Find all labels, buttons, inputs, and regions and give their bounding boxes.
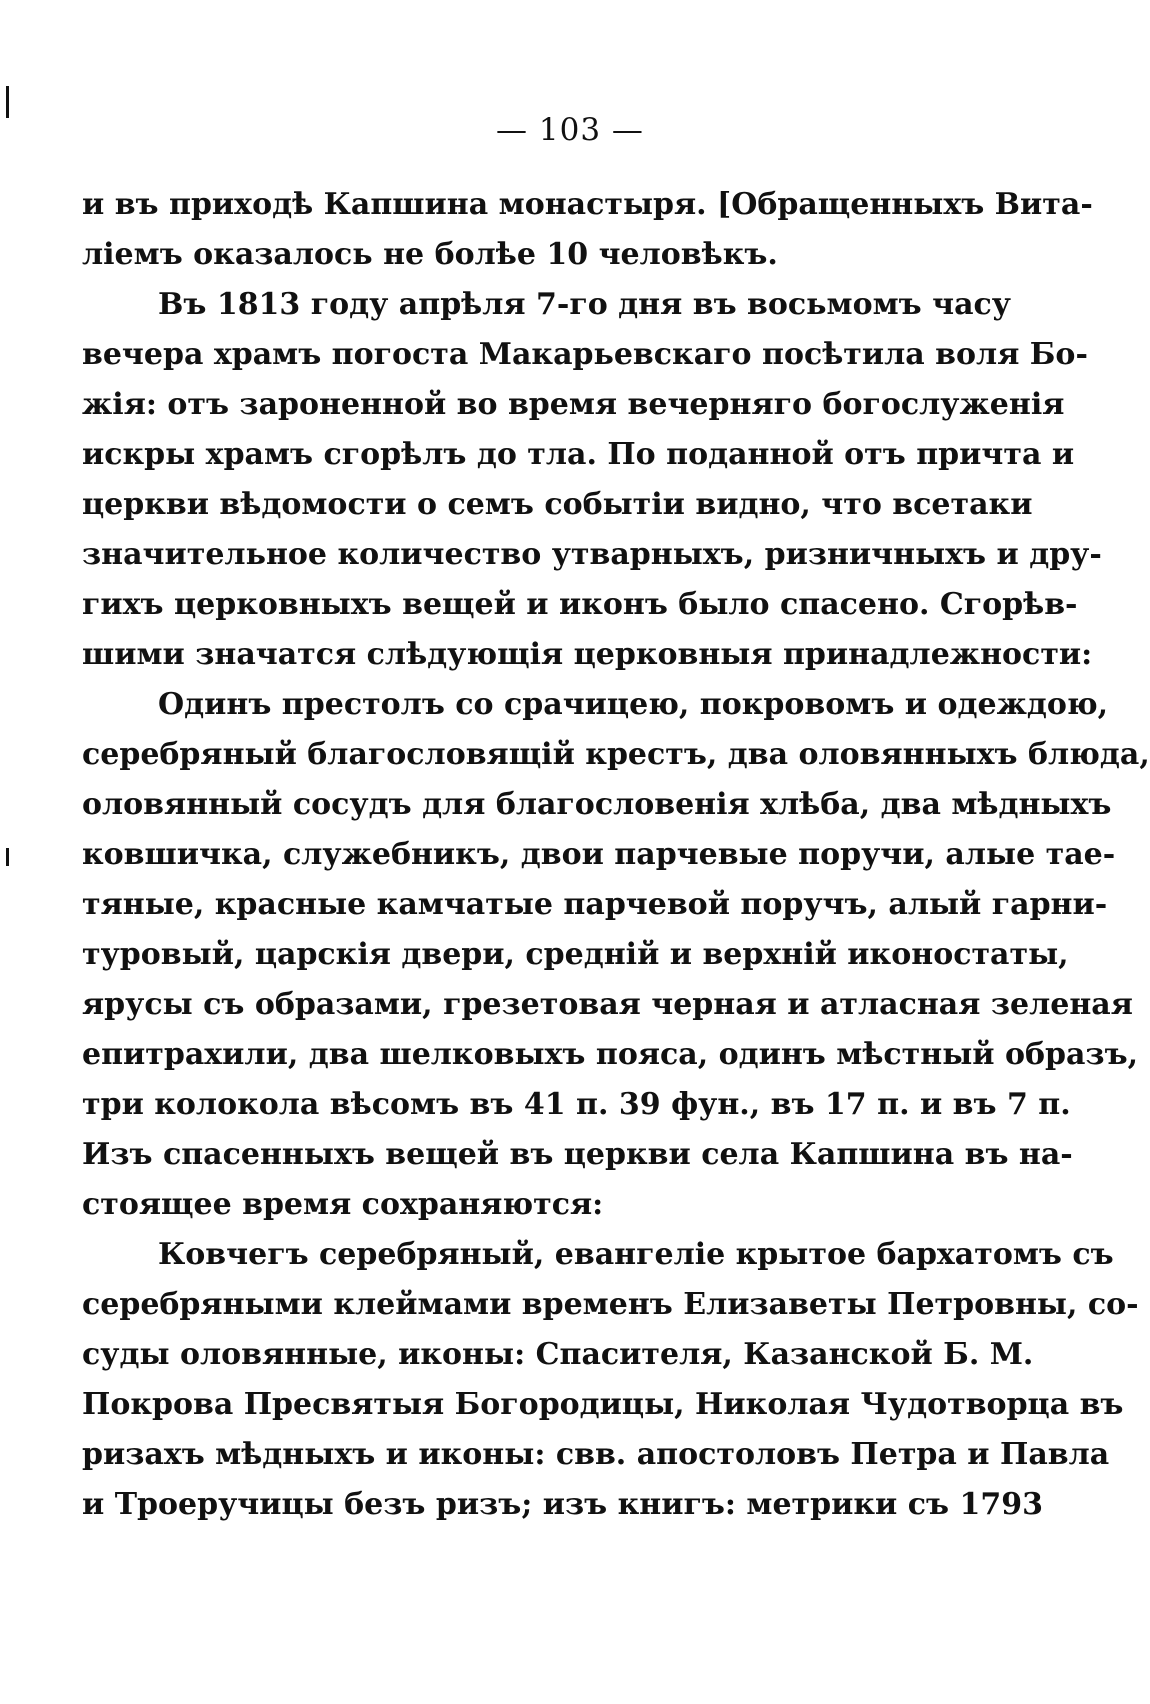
text-line: значительное количество утварныхъ, ризничныхъ и дру-	[82, 537, 1102, 572]
text-line: шими значатся слѣдующія церковныя принадлежности:	[82, 637, 1093, 672]
text-line: стоящее время сохраняются:	[82, 1187, 604, 1222]
text-line: вечера храмъ погоста Макарьевскаго посѣтила воля Бо-	[82, 337, 1088, 372]
text-line: искры храмъ сгорѣлъ до тла. По поданной отъ причта и	[82, 437, 1075, 472]
text-line: Покрова Пресвятыя Богородицы, Николая Чудотворца въ	[82, 1387, 1124, 1422]
text-line: ризахъ мѣдныхъ и иконы: свв. апостоловъ Петра и Павла	[82, 1437, 1110, 1472]
paragraph-start-line: Въ 1813 году апрѣля 7-го дня въ восьмомъ часу	[158, 287, 1011, 322]
text-line: жія: отъ зароненной во время вечерняго богослуженія	[82, 387, 1065, 422]
text-line: ковшичка, служебникъ, двои парчевые поручи, алые тае-	[82, 837, 1116, 872]
text-line: ліемъ оказалось не болѣе 10 человѣкъ.	[82, 237, 778, 272]
text-line: оловянный сосудъ для благословенія хлѣба, два мѣдныхъ	[82, 787, 1112, 822]
page-number: — 103 —	[496, 112, 644, 148]
paragraph-start-line: Одинъ престолъ со срачицею, покровомъ и одеждою,	[158, 687, 1109, 722]
text-line: серебряный благословящій крестъ, два оловянныхъ блюда,	[82, 737, 1150, 772]
text-line: ярусы съ образами, грезетовая черная и атласная зеленая	[82, 987, 1133, 1022]
text-line: суды оловянные, иконы: Спасителя, Казанской Б. М.	[82, 1337, 1034, 1372]
text-line: Изъ спасенныхъ вещей въ церкви села Капшина въ на-	[82, 1137, 1073, 1172]
text-line: тяные, красные камчатые парчевой поручъ, алый гарни-	[82, 887, 1108, 922]
text-line: серебряными клеймами временъ Елизаветы Петровны, со-	[82, 1287, 1139, 1322]
text-line: и Троеручицы безъ ризъ; изъ книгъ: метрики съ 1793	[82, 1487, 1043, 1522]
paragraph-start-line: Ковчегъ серебряный, евангеліе крытое бархатомъ съ	[158, 1237, 1114, 1272]
body-text	[82, 180, 1150, 1530]
text-line: три колокола вѣсомъ въ 41 п. 39 фун., въ 17 п. и въ 7 п.	[82, 1087, 1071, 1122]
text-line: епитрахили, два шелковыхъ пояса, одинъ мѣстный образъ,	[82, 1037, 1139, 1072]
text-line: и въ приходѣ Капшина монастыря. [Обращенныхъ Вита-	[82, 187, 1093, 222]
text-line: церкви вѣдомости о семъ событіи видно, что всетаки	[82, 487, 1033, 522]
text-line: гихъ церковныхъ вещей и иконъ было спасено. Сгорѣв-	[82, 587, 1078, 622]
margin-mark	[6, 848, 9, 866]
text-line: туровый, царскія двери, средній и верхній иконостаты,	[82, 937, 1069, 972]
